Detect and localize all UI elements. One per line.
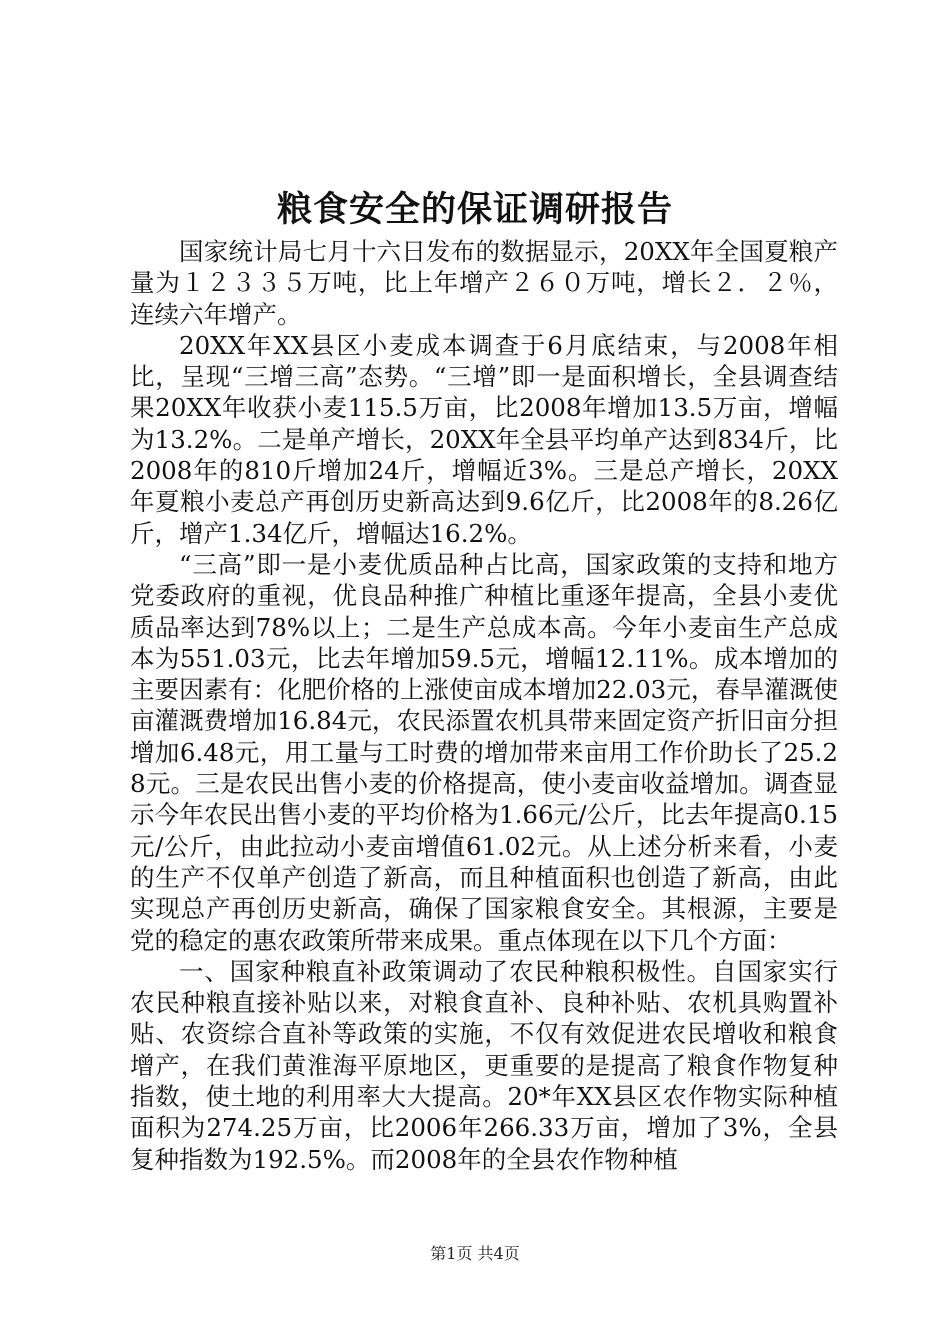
paragraph-three-increases: 20XX年XX县区小麦成本调查于6月底结束，与2008年相比，呈现“三增三高”态势。“三增”即一是面积增长，全县调查结果20XX年收获小麦115.5万亩，比2008年增加13.5万亩，增幅为13.2%。二是单产增长，20XX年全县平均单产达到834斤，比2008年的810斤增加24斤，增幅近3%。三是总产增长，20XX年夏粮小麦总产再创历史新高达到9.6亿斤，比2008年的8.26亿斤，增产1.34亿斤，增幅达16.2%。 — [130, 330, 838, 548]
paragraph-summary: 国家统计局七月十六日发布的数据显示，20XX年全国夏粮产量为１２３３５万吨，比上年增产２６０万吨，增长２．２％，连续六年增产。 — [130, 237, 838, 329]
document-title: 粮食安全的保证调研报告 — [276, 189, 673, 230]
page-number-footer: 第1页 共4页 — [430, 1244, 520, 1263]
paragraph-subsidy-policy: 一、国家种粮直补政策调动了农民种粮积极性。自国家实行农民种粮直接补贴以来，对粮食直补、良种补贴、农机具购置补贴、农资综合直补等政策的实施，不仅有效促进农民增收和粮食增产，在我们黄淮海平原地区，更重要的是提高了粮食作物复种指数，使土地的利用率大大提高。20*年XX县区农作物实际种植面积为274.25万亩，比2006年266.33万亩，增加了3%，全县复种指数为192.5%。而2008年的全县农作物种植 — [130, 956, 838, 1174]
paragraph-three-highs: “三高”即一是小麦优质品种占比高，国家政策的支持和地方党委政府的重视，优良品种推广种植比重逐年提高，全县小麦优质品率达到78%以上；二是生产总成本高。今年小麦亩生产总成本为551.03元，比去年增加59.5元，增幅12.11%。成本增加的主要因素有：化肥价格的上涨使亩成本增加22.03元，春旱灌溉使亩灌溉费增加16.84元，农民添置农机具带来固定资产折旧亩分担增加6.48元，用工量与工时费的增加带来亩用工作价助长了25.28元。三是农民出售小麦的价格提高，使小麦亩收益增加。调查显示今年农民出售小麦的平均价格为1.66元/公斤，比去年提高0.15元/公斤，由此拉动小麦亩增值61.02元。从上述分析来看，小麦的生产不仅单产创造了新高，而且种植面积也创造了新高，由此实现总产再创历史新高，确保了国家粮食安全。其根源，主要是党的稳定的惠农政策所带来成果。重点体现在以下几个方面： — [130, 549, 838, 955]
document-body — [130, 236, 838, 1175]
